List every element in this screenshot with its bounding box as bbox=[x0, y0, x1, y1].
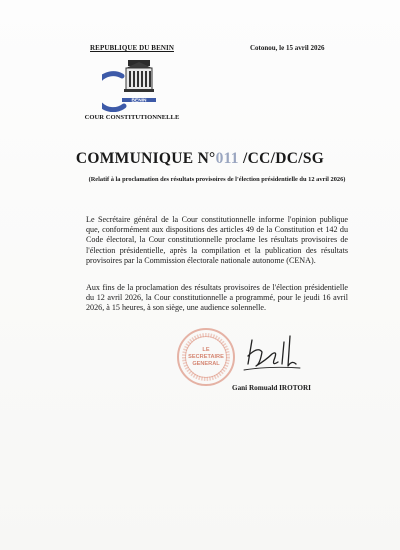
court-building-icon bbox=[102, 56, 162, 112]
letterhead bbox=[82, 44, 182, 121]
stamp-line-2: SECRETAIRE bbox=[188, 354, 224, 360]
paragraph-1: Le Secrétaire général de la Cour constitutionnelle informe l'opinion publique que, conformément aux dispositions des articles 49 de la Constitution et 142 du Code électoral, la Cour constitutionnelle proclame les résultats provisoires de l'élection présidentielle, après la compilation et la publication des résultats provisoires par la Commission électorale nationale autonome (CENA). bbox=[86, 215, 348, 265]
paragraph-2: Aux fins de la proclamation des résultats provisoires de l'élection présidentielle du 12 avril 2026, la Cour constitutionnelle a programmé, pour le jeudi 16 avril 2026, à 15 heures, à son siège, une audience solennelle. bbox=[86, 283, 348, 313]
stamp-text bbox=[179, 347, 233, 368]
communique-number: 011 bbox=[215, 150, 239, 167]
stamp-line-1: LE bbox=[202, 347, 210, 353]
communique-subject: (Relatif à la proclamation des résultats provisoires de l'élection présidentielle du 12 avril 2026) bbox=[88, 176, 346, 183]
official-stamp bbox=[177, 328, 235, 386]
title-prefix: COMMUNIQUE N° bbox=[75, 150, 216, 167]
signatory-name: Gani Romuald IROTORI bbox=[232, 384, 311, 392]
stamp-line-3: GENERAL bbox=[192, 361, 220, 367]
court-name: COUR CONSTITUTIONNELLE bbox=[84, 114, 180, 121]
republic-name: REPUBLIQUE DU BENIN bbox=[90, 44, 174, 52]
communique-title bbox=[0, 150, 400, 168]
svg-text:BENIN: BENIN bbox=[131, 98, 147, 104]
title-suffix: /CC/DC/SG bbox=[243, 150, 325, 167]
handwritten-signature bbox=[238, 330, 318, 380]
place-date: Cotonou, le 15 avril 2026 bbox=[250, 44, 325, 52]
court-logo bbox=[102, 56, 162, 112]
